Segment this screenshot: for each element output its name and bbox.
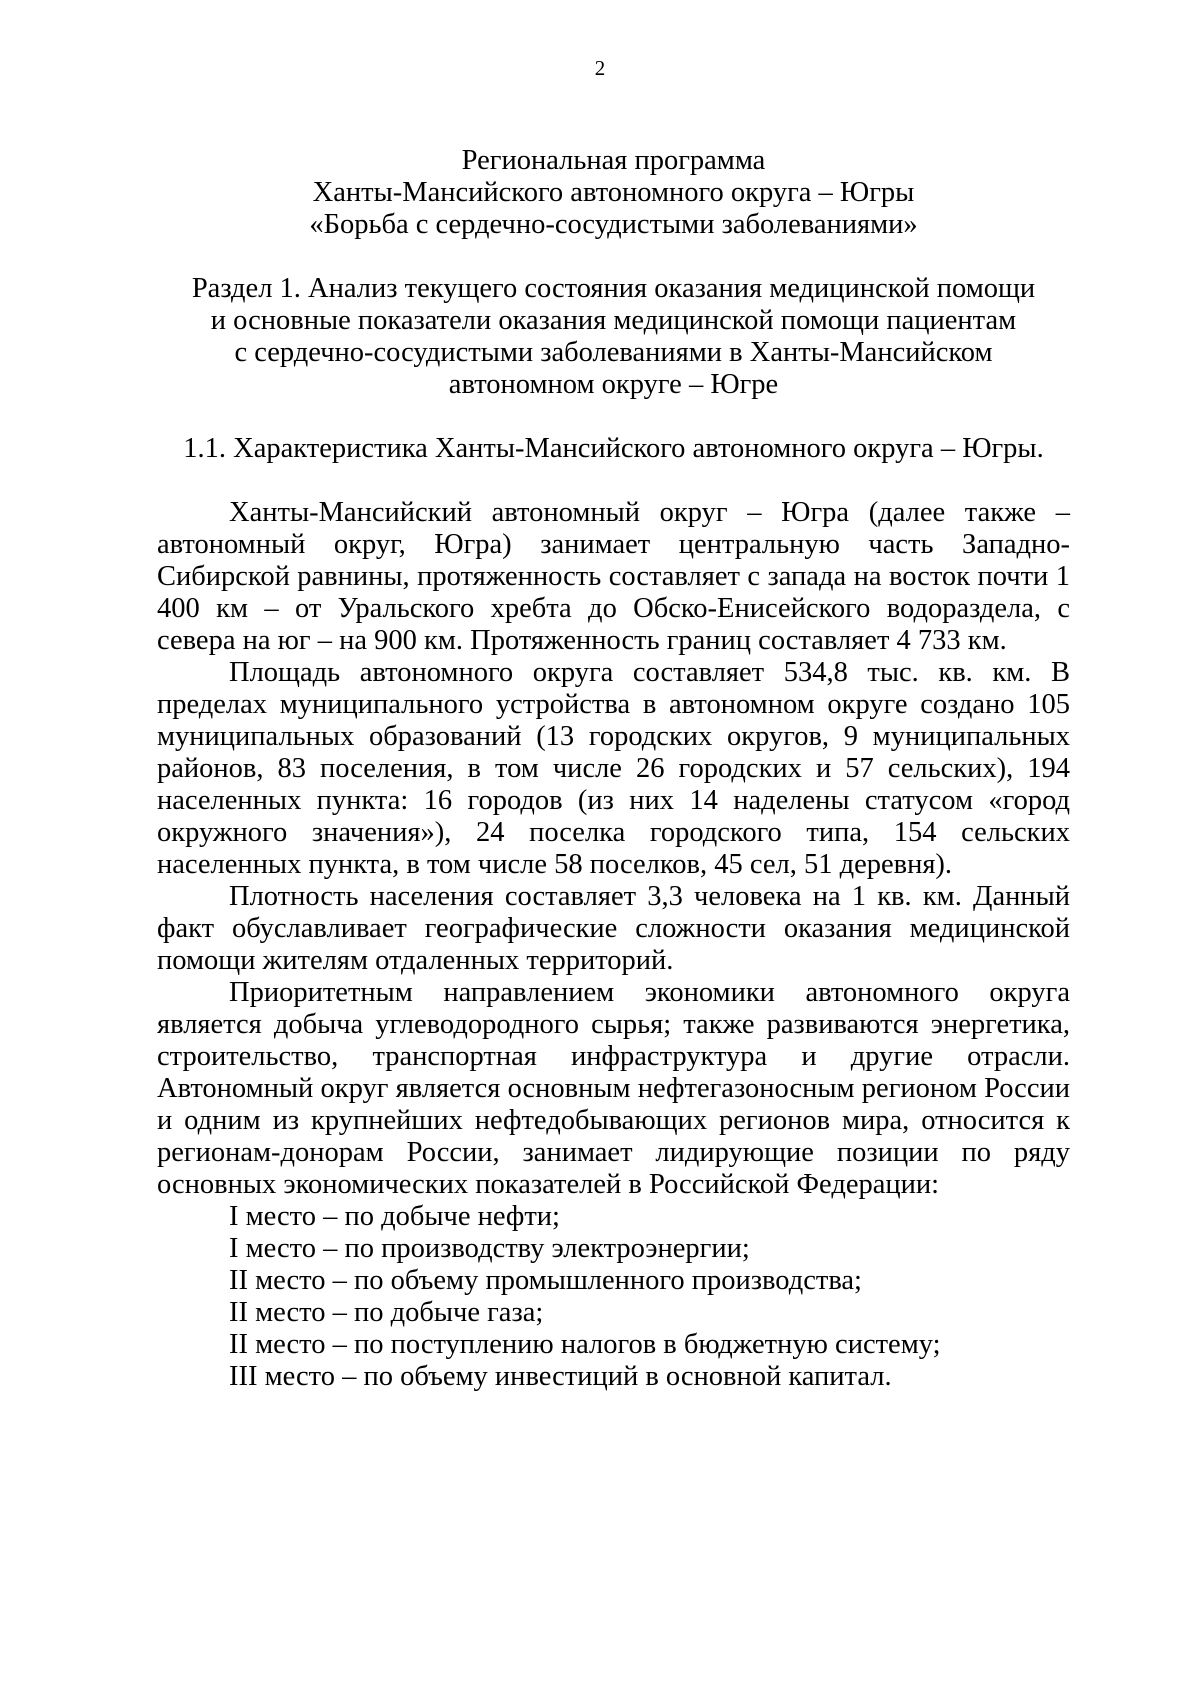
list-item: I место – по добыче нефти; <box>229 1201 560 1232</box>
program-title-line: Региональная программа <box>461 145 766 176</box>
section-heading-line: с сердечно-сосудистыми заболеваниями в Ханты-Мансийском <box>234 337 993 368</box>
page-number: 2 <box>594 56 606 80</box>
list-item: I место – по производству электроэнергии; <box>229 1233 750 1264</box>
section-heading-line: автономном округе – Югре <box>448 369 779 400</box>
subsection-heading: 1.1. Характеристика Ханты-Мансийского автономного округа – Югры. <box>183 433 1044 464</box>
rankings-list <box>157 1201 1070 1393</box>
program-title-line: «Борьба с сердечно-сосудистыми заболеваниями» <box>309 209 918 240</box>
body-text <box>157 497 1070 1393</box>
program-title-line: Ханты-Мансийского автономного округа – Югры <box>312 177 915 208</box>
document-body <box>157 145 1070 1393</box>
program-title <box>157 145 1070 241</box>
list-item: II место – по поступлению налогов в бюджетную систему; <box>229 1329 941 1360</box>
section-heading <box>157 273 1070 401</box>
section-heading-line: Раздел 1. Анализ текущего состояния оказания медицинской помощи <box>191 273 1036 304</box>
paragraph: Ханты-Мансийский автономный округ – Югра (далее также – автономный округ, Югра) занимает центральную часть Западно-Сибирской равнины, протяженность составляет с запада на восток почти 1 400 км – от Уральского хребта до Обско-Енисейского водораздела, с севера на юг – на 900 км. Протяженность границ составляет 4 733 км. <box>157 497 1070 656</box>
paragraph: Приоритетным направлением экономики автономного округа является добыча углеводородного сырья; также развиваются энергетика, строительство, транспортная инфраструктура и другие отрасли. Автономный округ является основным нефтегазоносным регионом России и одним из крупнейших нефтедобывающих регионов мира, относится к регионам-донорам России, занимает лидирующие позиции по ряду основных экономических показателей в Российской Федерации: <box>157 977 1070 1200</box>
section-heading-line: и основные показатели оказания медицинской помощи пациентам <box>210 305 1017 336</box>
list-item: II место – по объему промышленного производства; <box>229 1265 862 1296</box>
paragraph: Площадь автономного округа составляет 534,8 тыс. кв. км. В пределах муниципального устройства в автономном округе создано 105 муниципальных образований (13 городских округов, 9 муниципальных районов, 83 поселения, в том числе 26 городских и 57 сельских), 194 населенных пункта: 16 городов (из них 14 наделены статусом «город окружного значения»), 24 поселка городского типа, 154 сельских населенных пункта, в том числе 58 поселков, 45 сел, 51 деревня). <box>157 657 1070 880</box>
list-item: III место – по объему инвестиций в основной капитал. <box>229 1361 892 1392</box>
paragraph: Плотность населения составляет 3,3 человека на 1 кв. км. Данный факт обуславливает географические сложности оказания медицинской помощи жителям отдаленных территорий. <box>157 881 1070 976</box>
list-item: II место – по добыче газа; <box>229 1297 544 1328</box>
